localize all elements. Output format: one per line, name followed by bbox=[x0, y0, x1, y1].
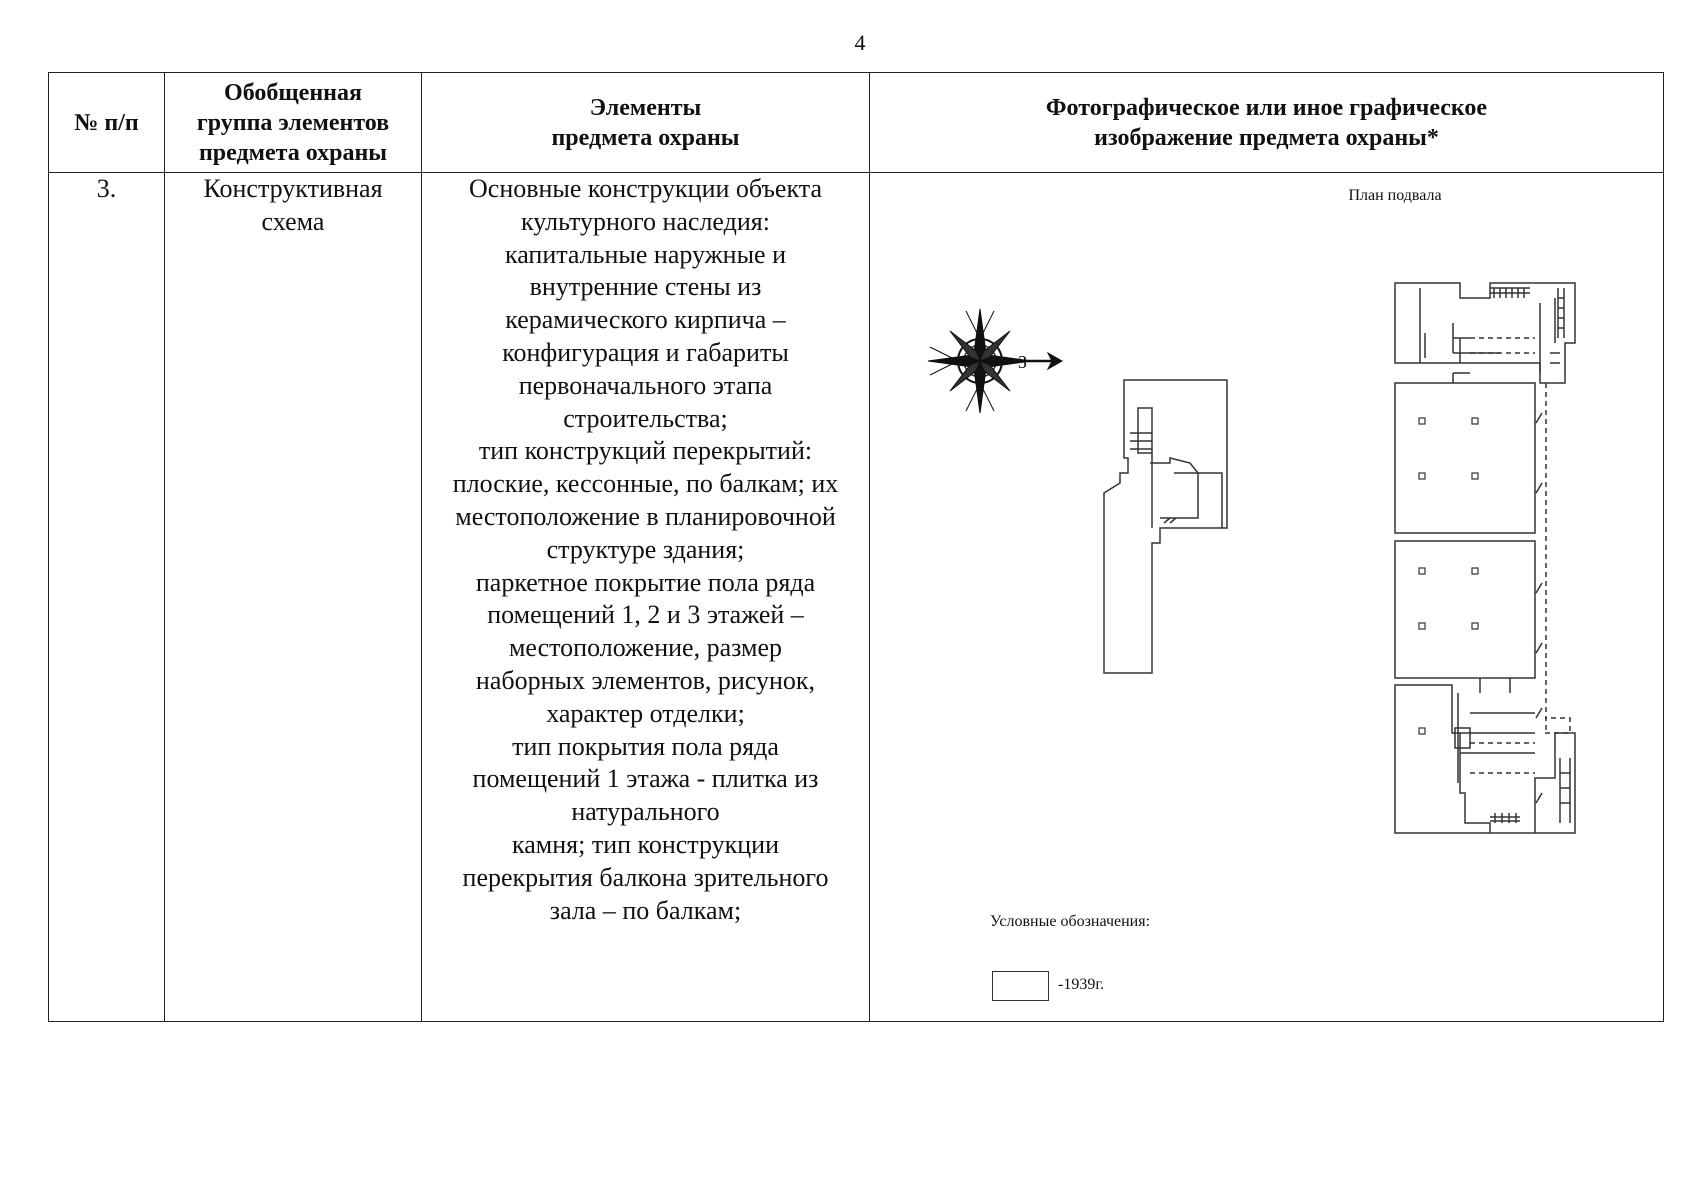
element-line: строительства; bbox=[563, 403, 728, 433]
row-group-line: Конструктивная bbox=[203, 174, 383, 203]
element-line: структуре здания; bbox=[546, 534, 745, 564]
element-line: капитальные наружные и bbox=[504, 239, 787, 269]
header-elements-line: предмета охраны bbox=[551, 124, 740, 151]
element-line: характер отделки; bbox=[546, 698, 745, 728]
element-line: керамического кирпича – bbox=[505, 305, 786, 335]
header-num bbox=[49, 73, 165, 173]
element-line: плоские, кессонные, по балкам; их bbox=[452, 469, 839, 499]
header-image-line: изображение предмета охраны* bbox=[1094, 124, 1439, 151]
header-image bbox=[870, 73, 1664, 173]
west-block bbox=[1104, 380, 1227, 673]
element-line: Основные конструкции объекта bbox=[469, 174, 822, 203]
legend-label: -1939г. bbox=[1058, 976, 1105, 993]
header-elements-line: Элементы bbox=[589, 94, 702, 121]
element-line: помещений 1 этажа - плитка из bbox=[472, 764, 819, 794]
legend-swatch bbox=[992, 971, 1049, 1001]
header-group-line: Обобщенная bbox=[224, 79, 362, 106]
row-num: 3. bbox=[49, 173, 165, 1022]
column-markers bbox=[1419, 418, 1478, 734]
row-group bbox=[165, 173, 422, 1022]
element-line: внутренние стены из bbox=[529, 272, 762, 302]
element-line: тип покрытия пола ряда bbox=[512, 731, 779, 761]
element-line: помещений 1, 2 и 3 этажей – bbox=[487, 600, 804, 630]
element-line: культурного наследия: bbox=[521, 206, 770, 236]
row-graphic bbox=[870, 173, 1664, 1022]
page-number: 4 bbox=[854, 30, 866, 55]
protection-table bbox=[48, 72, 1664, 1022]
header-num-label: № п/п bbox=[74, 109, 139, 136]
element-line: местоположение в планировочной bbox=[455, 501, 836, 531]
table-header-row bbox=[49, 73, 1664, 173]
header-elements bbox=[422, 73, 870, 173]
element-line: первоначального этапа bbox=[518, 370, 773, 400]
element-line: камня; тип конструкции bbox=[512, 829, 779, 859]
legend-title: Условные обозначения: bbox=[990, 913, 1151, 930]
compass-letter: З bbox=[1018, 352, 1028, 372]
main-block bbox=[1395, 283, 1575, 833]
header-image-line: Фотографическое или иное графическое bbox=[1045, 94, 1488, 121]
plan-title: План подвала bbox=[1348, 187, 1442, 204]
element-line: наборных элементов, рисунок, bbox=[475, 665, 816, 695]
element-line: тип конструкций перекрытий: bbox=[478, 436, 813, 466]
element-line: конфигурация и габариты bbox=[502, 337, 789, 367]
header-group-line: предмета охраны bbox=[198, 139, 388, 166]
basement-floor-plan bbox=[870, 173, 1664, 1023]
compass-rose-icon bbox=[928, 309, 1062, 413]
header-group-line: группа элементов bbox=[196, 109, 390, 136]
element-line: перекрытия балкона зрительного bbox=[462, 862, 829, 892]
table-row bbox=[49, 173, 1664, 1022]
element-line: зала – по балкам; bbox=[549, 895, 742, 925]
header-group bbox=[165, 73, 422, 173]
element-line: местоположение, размер bbox=[508, 633, 783, 663]
element-line: натурального bbox=[571, 797, 720, 827]
row-elements bbox=[422, 173, 870, 1022]
element-line: паркетное покрытие пола ряда bbox=[475, 567, 816, 597]
row-group-line: схема bbox=[261, 206, 325, 236]
